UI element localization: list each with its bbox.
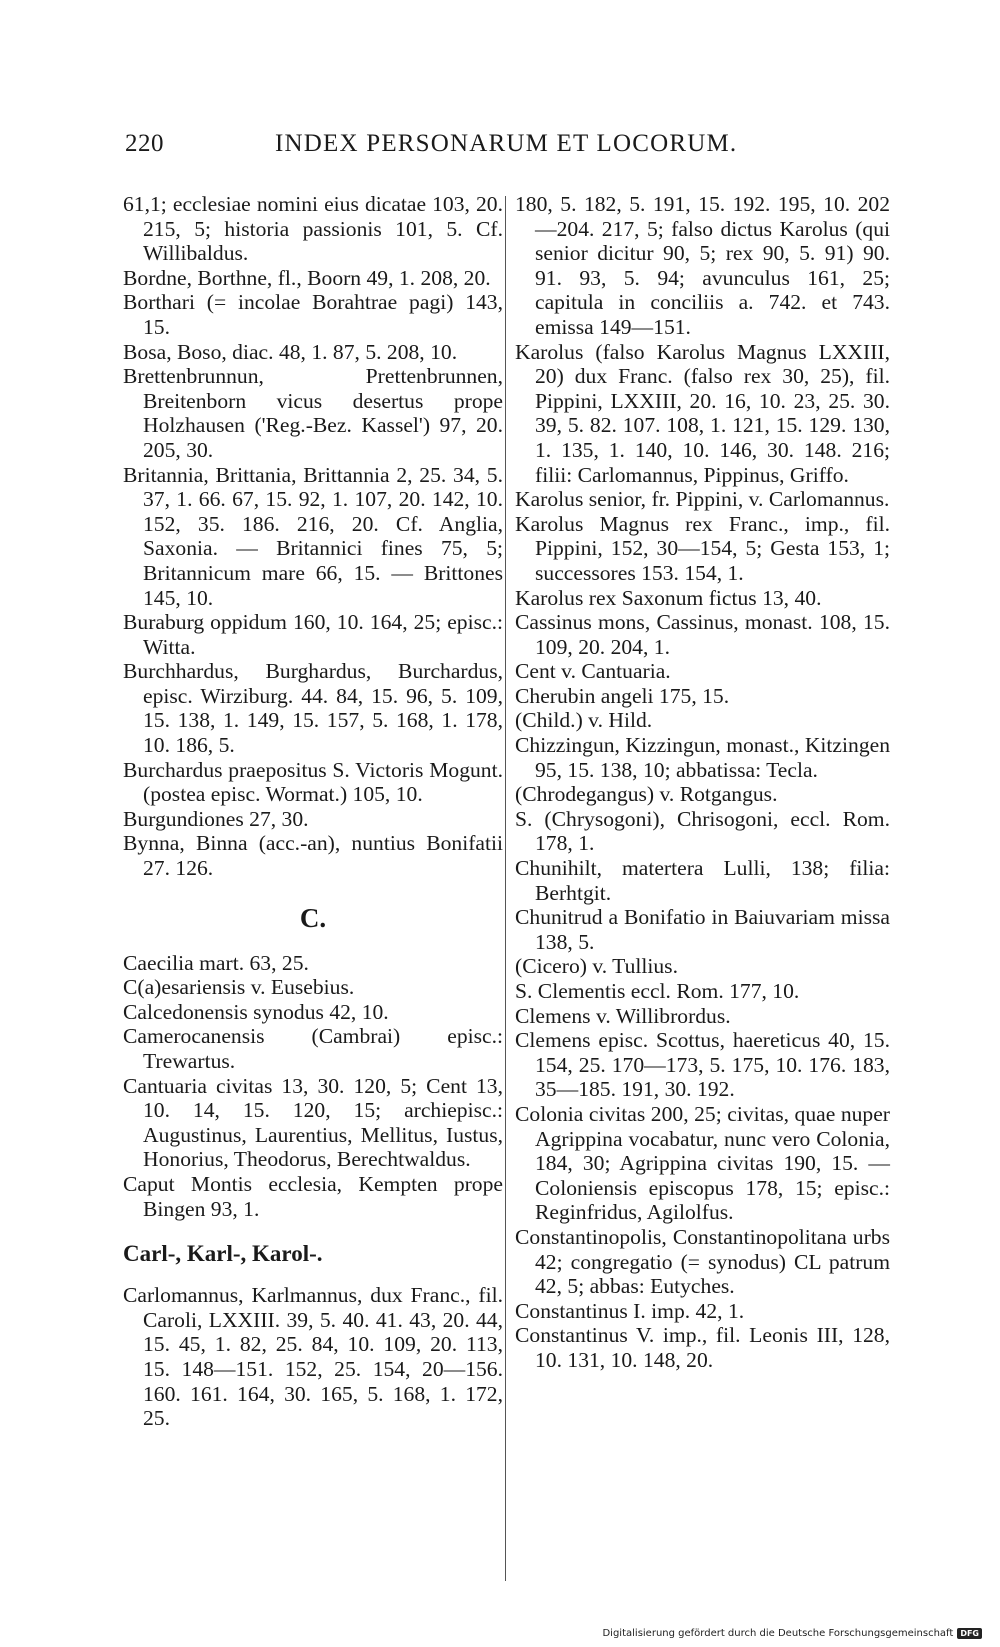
- left-column: [123, 192, 503, 1431]
- index-entry: Karolus Magnus rex Franc., imp., fil. Pippini, 152, 30—154, 5; Gesta 153, 1; successores 153. 154, 1.: [515, 511, 890, 585]
- right-column: [515, 192, 890, 1373]
- index-entry: Cherubin angeli 175, 15.: [515, 683, 730, 708]
- index-entry: Cent v. Cantuaria.: [515, 659, 671, 684]
- index-entry: Karolus (falso Karolus Magnus LXXIII, 20) dux Franc. (falso rex 30, 25), fil. Pippini, LXXIII, 20. 16, 10. 23, 25. 30. 39, 5. 82. 107. 108, 1. 121, 15. 129. 130, 1. 135, 1. 140, 10. 146, 30. 148. 216; filii: Carlomannus, Pippinus, Griffo.: [515, 339, 890, 487]
- dfg-logo: DFG: [957, 1628, 982, 1639]
- index-entry: Caput Montis ecclesia, Kempten prope Bingen 93, 1.: [123, 1171, 503, 1221]
- left-c-entries: [123, 951, 503, 1222]
- index-entry: 180, 5. 182, 5. 191, 15. 192. 195, 10. 202—204. 217, 5; falso dictus Karolus (qui senior dicitur 90, 5; rex 90, 5. 91) 90. 91. 93, 5. 94; avunculus 161, 25; capitula in conciliis a. 742. et 743. emissa 149—151.: [515, 192, 890, 339]
- running-title: INDEX PERSONARUM ET LOCORUM.: [275, 130, 738, 157]
- index-entry: Bynna, Binna (acc.-an), nuntius Bonifatii 27. 126.: [123, 831, 503, 881]
- page-header: [125, 130, 745, 170]
- index-entry: Caecilia mart. 63, 25.: [123, 950, 309, 975]
- index-entry: Chunihilt, matertera Lulli, 138; filia: Berhtgit.: [515, 856, 890, 905]
- index-entry: Calcedonensis synodus 42, 10.: [123, 999, 389, 1024]
- footer-text: Digitalisierung gefördert durch die Deutsche Forschungsgemeinschaft: [602, 1628, 954, 1639]
- index-entry: Colonia civitas 200, 25; civitas, quae nuper Agrippina vocabatur, nunc vero Colonia, 184, 30; Agrippina civitas 190, 15. — Coloniensis episcopus 178, 15; episc.: Reginfridus, Agilolfus.: [515, 1101, 890, 1225]
- section-heading-carl: Carl-, Karl-, Karol-.: [123, 1241, 323, 1267]
- index-entry: Constantinus I. imp. 42, 1.: [515, 1298, 745, 1323]
- index-entry: Burgundiones 27, 30.: [123, 806, 309, 831]
- index-entry: Carlomannus, Karlmannus, dux Franc., fil. Caroli, LXXIII. 39, 5. 40. 41. 43, 20. 44, 15. 45, 1. 82, 25. 84, 10. 109, 20. 113, 15. 148—151. 152, 25. 154, 20—156. 160. 161. 164, 30. 165, 5. 168, 1. 172, 25.: [123, 1283, 503, 1431]
- index-entry: Borthari (= incolae Borahtrae pagi) 143, 15.: [123, 290, 503, 339]
- index-entry: Bosa, Boso, diac. 48, 1. 87, 5. 208, 10.: [123, 339, 458, 364]
- section-heading-c: C.: [299, 902, 327, 933]
- left-carl-entries: [123, 1283, 503, 1431]
- index-entry: Constantinus V. imp., fil. Leonis III, 128, 10. 131, 10. 148, 20.: [515, 1323, 890, 1372]
- index-entry: Chunitrud a Bonifatio in Baiuvariam missa 138, 5.: [515, 905, 890, 954]
- index-entry: Cassinus mons, Cassinus, monast. 108, 15. 109, 20. 204, 1.: [515, 610, 890, 659]
- index-entry: (Chrodegangus) v. Rotgangus.: [515, 782, 778, 807]
- index-entry: C(a)esariensis v. Eusebius.: [123, 975, 355, 1000]
- index-entry: Burchhardus, Burghardus, Burchardus, episc. Wirziburg. 44. 84, 15. 96, 5. 109, 15. 138, 1. 149, 15. 157, 5. 168, 1. 178, 10. 186, 5.: [123, 659, 503, 758]
- index-entry: 61,1; ecclesiae nomini eius dicatae 103, 20. 215, 5; historia passionis 101, 5. Cf. Willibaldus.: [123, 192, 503, 266]
- index-entry: Karolus rex Saxonum fictus 13, 40.: [515, 585, 822, 610]
- column-divider: [505, 196, 506, 1581]
- index-entry: Constantinopolis, Constantinopolitana urbs 42; congregatio (= synodus) CL patrum 42, 5; abbas: Eutyches.: [515, 1224, 890, 1299]
- right-entries: [515, 192, 890, 1373]
- page-number: 220: [125, 130, 164, 157]
- index-entry: S. Clementis eccl. Rom. 177, 10.: [515, 979, 800, 1003]
- footer-credit: [602, 1628, 982, 1639]
- index-entry: Chizzingun, Kizzingun, monast., Kitzingen 95, 15. 138, 10; abbatissa: Tecla.: [515, 733, 890, 782]
- index-entry: Buraburg oppidum 160, 10. 164, 25; episc.: Witta.: [123, 610, 503, 659]
- left-entries: [123, 192, 503, 881]
- index-entry: Camerocanensis (Cambrai) episc.: Trewartus.: [123, 1024, 503, 1073]
- index-entry: Cantuaria civitas 13, 30. 120, 5; Cent 13, 10. 14, 15. 120, 15; archiepisc.: Augustinus, Laurentius, Mellitus, Iustus, Honorius, Theodorus, Berechtwaldus.: [123, 1073, 503, 1172]
- index-entry: Burchardus praepositus S. Victoris Mogunt. (postea episc. Wormat.) 105, 10.: [123, 757, 503, 807]
- index-entry: Karolus senior, fr. Pippini, v. Carlomannus.: [515, 487, 890, 512]
- index-entry: (Cicero) v. Tullius.: [515, 954, 678, 979]
- index-entry: Britannia, Brittania, Brittannia 2, 25. 34, 5. 37, 1. 66. 67, 15. 92, 1. 107, 20. 142, 10. 152, 35. 186. 216, 20. Cf. Anglia, Saxonia. — Britannici fines 75, 5; Britannicum mare 66, 15. — Brittones 145, 10.: [123, 462, 503, 610]
- index-entry: Bordne, Borthne, fl., Boorn 49, 1. 208, 20.: [123, 265, 491, 290]
- index-entry: Clemens v. Willibrordus.: [515, 1003, 731, 1028]
- index-entry: Clemens episc. Scottus, haereticus 40, 15. 154, 25. 170—173, 5. 175, 10. 176. 183, 35—185. 191, 30. 192.: [515, 1028, 890, 1102]
- index-entry: S. (Chrysogoni), Chrisogoni, eccl. Rom. 178, 1.: [515, 806, 890, 856]
- index-entry: (Child.) v. Hild.: [515, 708, 653, 733]
- index-entry: Brettenbrunnun, Prettenbrunnen, Breitenborn vicus desertus prope Holzhausen ('Reg.-Bez. Kassel') 97, 20. 205, 30.: [123, 364, 503, 462]
